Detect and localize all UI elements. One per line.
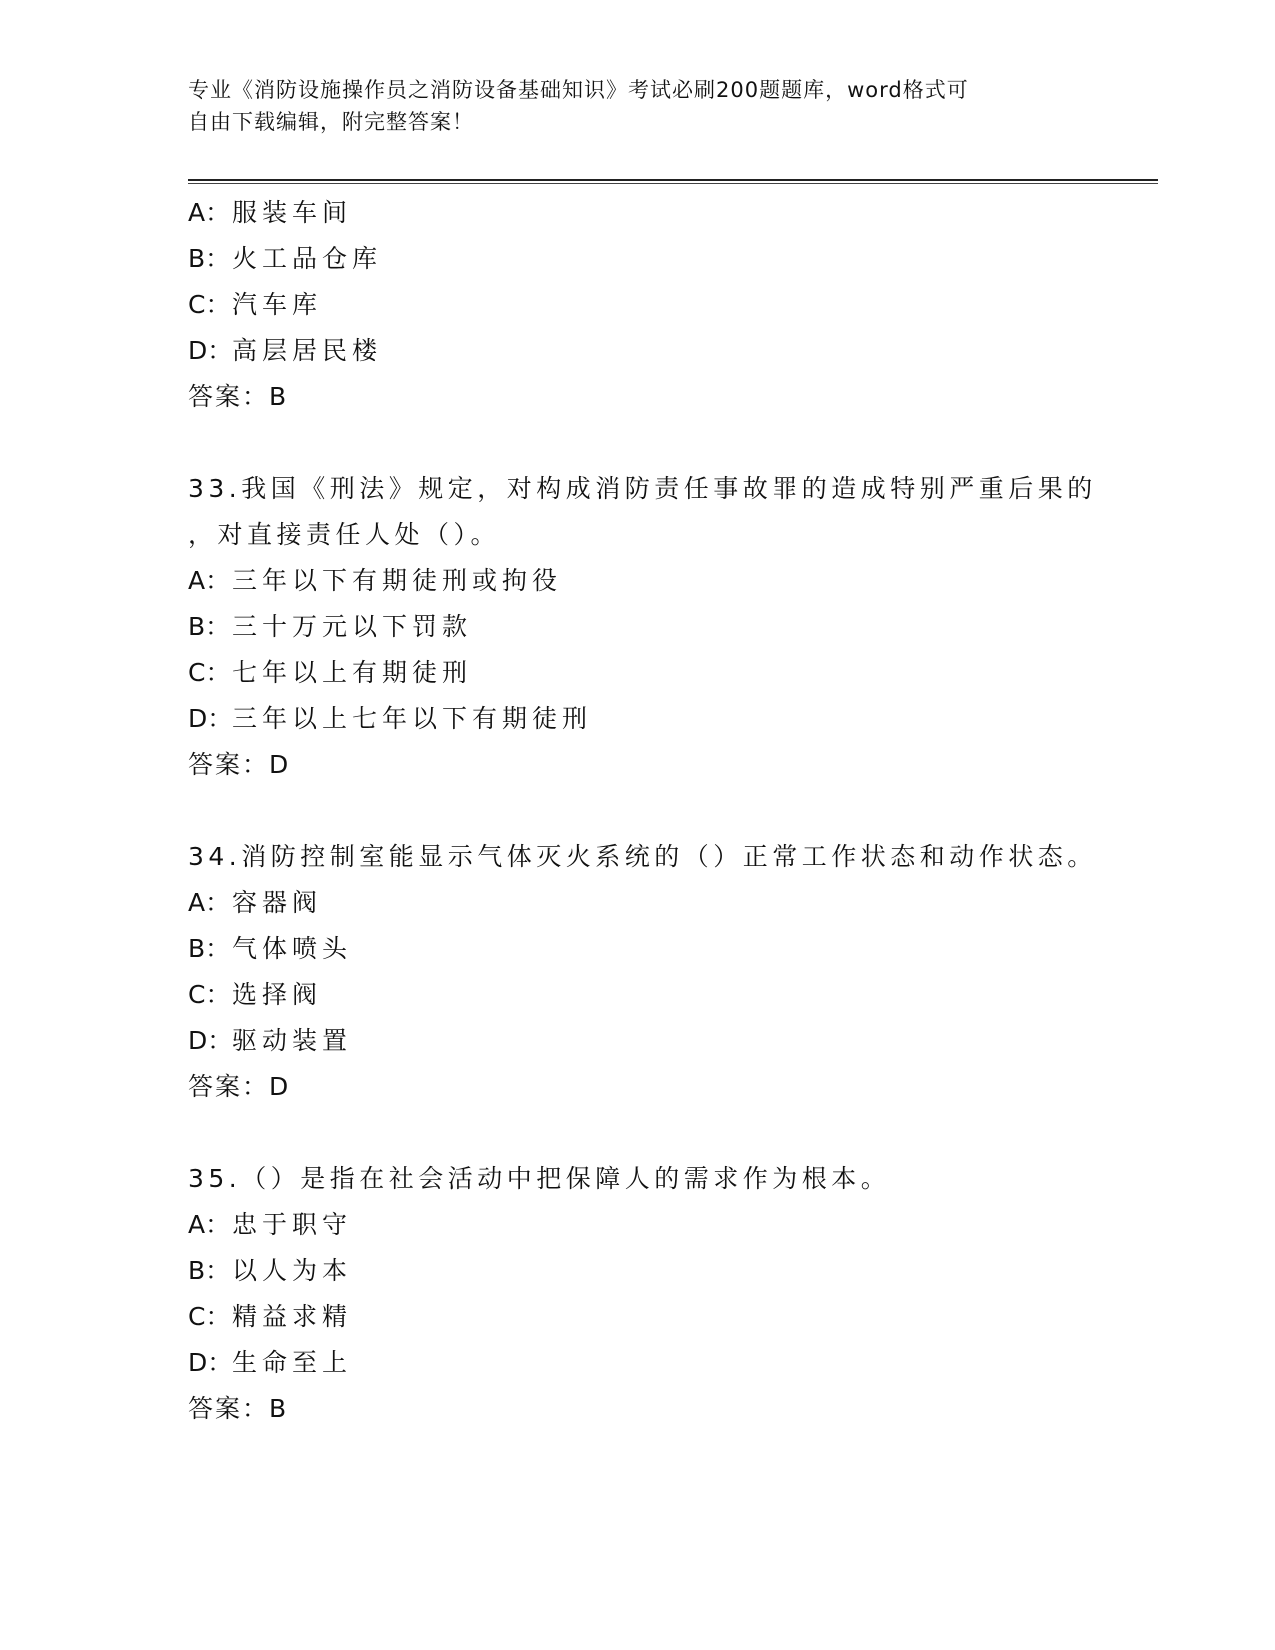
option-key: C： bbox=[188, 1302, 231, 1331]
option-a bbox=[188, 190, 1148, 236]
option-text: 选择阀 bbox=[232, 980, 323, 1009]
option-text: 七年以上有期徒刑 bbox=[232, 658, 473, 687]
answer-line: 答案：D bbox=[188, 750, 291, 779]
question-list bbox=[188, 190, 1148, 1432]
option-text: 气体喷头 bbox=[232, 934, 353, 963]
option-d bbox=[188, 328, 1148, 374]
option-c bbox=[188, 1294, 1148, 1340]
option-c bbox=[188, 650, 1148, 696]
question-block-35 bbox=[188, 1156, 1148, 1432]
option-a bbox=[188, 558, 1148, 604]
option-text: 三年以上七年以下有期徒刑 bbox=[232, 704, 593, 733]
option-b bbox=[188, 1248, 1148, 1294]
option-text: 三十万元以下罚款 bbox=[232, 612, 473, 641]
option-key: B： bbox=[188, 934, 231, 963]
option-text: 忠于职守 bbox=[232, 1210, 353, 1239]
spacer bbox=[188, 1110, 1148, 1156]
question-stem-line-1: 34.消防控制室能显示气体灭火系统的（）正常工作状态和动作状态。 bbox=[188, 842, 1097, 871]
option-key: D： bbox=[188, 1348, 233, 1377]
option-b bbox=[188, 604, 1148, 650]
question-block-34 bbox=[188, 834, 1148, 1110]
option-key: C： bbox=[188, 290, 231, 319]
option-key: D： bbox=[188, 336, 233, 365]
option-text: 服装车间 bbox=[232, 198, 353, 227]
option-key: A： bbox=[188, 198, 231, 227]
header-divider-thin bbox=[188, 183, 1158, 184]
option-text: 生命至上 bbox=[232, 1348, 353, 1377]
option-key: A： bbox=[188, 1210, 231, 1239]
spacer bbox=[188, 420, 1148, 466]
option-d bbox=[188, 1018, 1148, 1064]
spacer bbox=[188, 788, 1148, 834]
option-key: A： bbox=[188, 888, 231, 917]
answer-line: 答案：B bbox=[188, 1394, 289, 1423]
option-a bbox=[188, 880, 1148, 926]
question-stem-line-1: 35.（）是指在社会活动中把保障人的需求作为根本。 bbox=[188, 1164, 891, 1193]
option-text: 火工品仓库 bbox=[232, 244, 383, 273]
answer-line: 答案：B bbox=[188, 382, 289, 411]
option-c bbox=[188, 972, 1148, 1018]
option-c bbox=[188, 282, 1148, 328]
option-key: B： bbox=[188, 612, 231, 641]
question-stem-line-2: ，对直接责任人处（）。 bbox=[188, 520, 501, 549]
option-key: D： bbox=[188, 704, 233, 733]
option-key: C： bbox=[188, 658, 231, 687]
option-d bbox=[188, 1340, 1148, 1386]
header-line-1: 专业《消防设施操作员之消防设备基础知识》考试必刷200题题库，word格式可 bbox=[188, 78, 969, 102]
option-text: 汽车库 bbox=[232, 290, 323, 319]
option-b bbox=[188, 236, 1148, 282]
question-stem-line-1: 33.我国《刑法》规定，对构成消防责任事故罪的造成特别严重后果的 bbox=[188, 474, 1097, 503]
option-key: C： bbox=[188, 980, 231, 1009]
question-block-continued bbox=[188, 190, 1148, 420]
answer-line: 答案：D bbox=[188, 1072, 291, 1101]
option-text: 精益求精 bbox=[232, 1302, 353, 1331]
option-a bbox=[188, 1202, 1148, 1248]
option-text: 高层居民楼 bbox=[232, 336, 383, 365]
option-text: 以人为本 bbox=[232, 1256, 353, 1285]
option-key: D： bbox=[188, 1026, 233, 1055]
document-header bbox=[188, 74, 1088, 138]
option-key: B： bbox=[188, 244, 231, 273]
option-text: 驱动装置 bbox=[232, 1026, 353, 1055]
option-key: B： bbox=[188, 1256, 231, 1285]
question-block-33 bbox=[188, 466, 1148, 788]
option-text: 容器阀 bbox=[232, 888, 323, 917]
option-key: A： bbox=[188, 566, 231, 595]
option-text: 三年以下有期徒刑或拘役 bbox=[232, 566, 563, 595]
header-divider-thick bbox=[188, 179, 1158, 181]
option-d bbox=[188, 696, 1148, 742]
header-line-2: 自由下载编辑，附完整答案！ bbox=[188, 110, 474, 134]
option-b bbox=[188, 926, 1148, 972]
